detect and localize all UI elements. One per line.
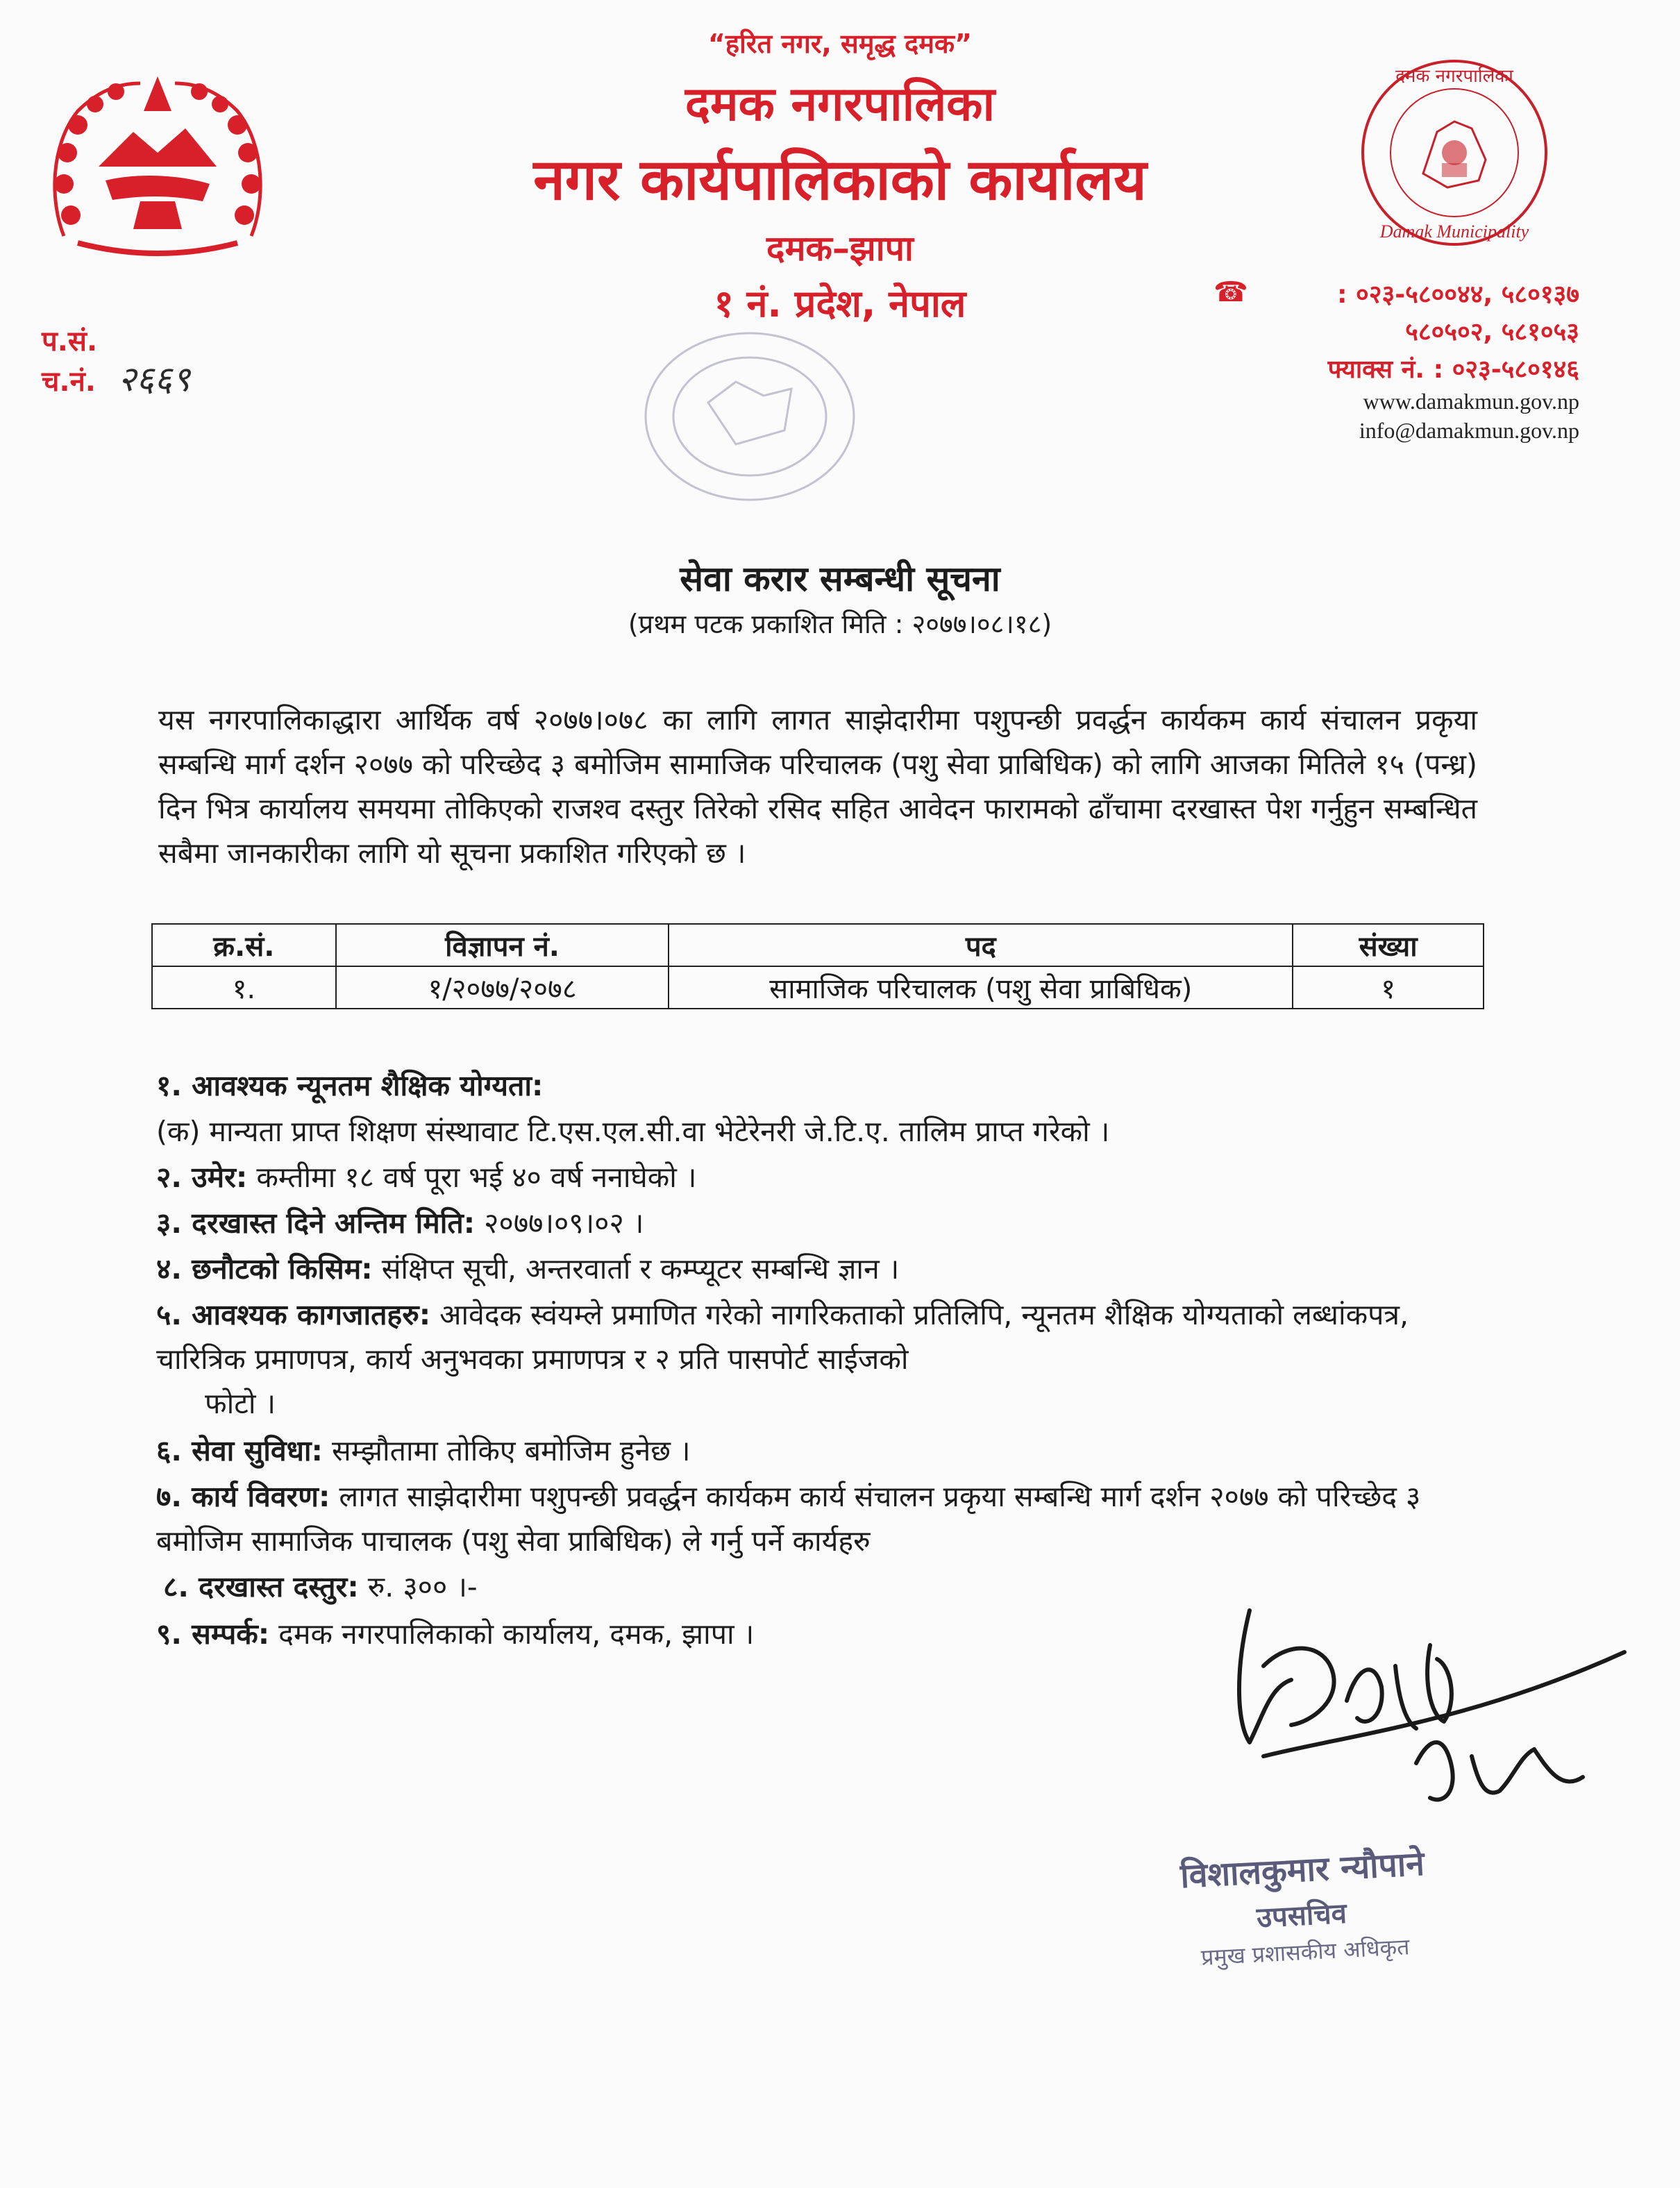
cell-count: १ [1293,966,1484,1009]
phone-icon: ☎ [1213,276,1248,308]
phone-line-1: : ०२३-५८००४४, ५८०१३७ [1337,280,1579,309]
req-fee: ८. दरखास्त दस्तुर: रु. ३०० ।- [163,1570,478,1604]
seal-bottom-text: Damak Municipality [1379,221,1529,242]
header-post: पद [669,924,1293,966]
table-header-row [152,924,1484,966]
req-education-detail: (क) मान्यता प्राप्त शिक्षण संस्थावाट टि.एस.एल.सी.वा भेटेरेनरी जे.टि.ए. तालिम प्राप्त गरेको । [156,1115,1110,1148]
header-count: संख्या [1293,924,1484,966]
req-education: १. आवश्यक न्यूनतम शैक्षिक योग्यता: [156,1069,544,1102]
cell-serial: १. [152,966,336,1009]
notice-title: सेवा करार सम्बन्धी सूचना [680,559,1000,599]
req-facilities: ६. सेवा सुविधा: सम्झौतामा तोकिए बमोजिम हुनेछ । [156,1434,691,1467]
notice-subtitle: (प्रथम पटक प्रकाशित मिति : २०७७।०८।१८) [628,609,1052,639]
cell-post: सामाजिक परिचालक (पशु सेवा प्राबिधिक) [669,966,1293,1009]
website-link[interactable]: www.damakmun.gov.np [1363,389,1579,414]
table-row [152,966,1484,1009]
posts-table [151,923,1484,1009]
municipality-seal-icon [1357,56,1552,250]
seal-top-text: दमक नगरपालिका [1395,66,1513,87]
req-contact: ९. सम्पर्क: दमक नगरपालिकाको कार्यालय, दमक, झापा । [156,1617,755,1651]
signatory-designation: उपसचिव [1256,1897,1347,1935]
signature-icon [1208,1583,1638,1833]
notice-paragraph: यस नगरपालिकाद्धारा आर्थिक वर्ष २०७७।०७८ का लागि लागत साझेदारीमा पशुपन्छी प्रवर्द्धन कार्यकम कार्य संचालन प्रकृया सम्बन्धि मार्ग दर्शन २०७७ को परिच्छेद ३ बमोजिम सामाजिक परिचालक (पशु सेवा प्राबिधिक) को लागि आजका मितिले १५ (पन्ध्र) दिन भित्र कार्यालय समयमा तोकिएको राजश्व दस्तुर तिरेको रसिद सहित आवेदन फारामको ढाँचामा दरखास्त पेश गर्नुहुन सम्बन्धित सबैमा जानकारीका लागि यो सूचना प्रकाशित गरिएको छ । [158,703,1477,870]
slogan: “हरित नगर, समृद्ध दमक” [707,28,973,59]
req-selection: ४. छनौटको किसिम: संक्षिप्त सूची, अन्तरवार्ता र कम्प्यूटर सम्बन्धि ज्ञान । [156,1252,900,1286]
phone-line-2: ५८०५०२, ५८१०५३ [1405,318,1579,346]
chalani-number: २६६९ [118,359,190,399]
office-stamp-icon [597,312,902,541]
fax-number: फ्याक्स नं. : ०२३-५८०१४६ [1327,355,1579,384]
cell-ad-number: १/२०७७/२०७८ [336,966,669,1009]
office-name: नगर कार्यपालिकाको कार्यालय [533,147,1147,213]
signatory-name: विशालकुमार न्यौपाने [1179,1844,1426,1896]
chalani-label: च.नं. [42,366,96,398]
province: १ नं. प्रदेश, नेपाल [714,282,966,326]
nepal-emblem-icon [36,62,279,271]
email-link[interactable]: info@damakmun.gov.np [1359,418,1579,443]
req-documents: ५. आवश्यक कागजातहरु: आवेदक स्वंयम्ले प्रमाणित गरेको नागरिकताको प्रतिलिपि, न्यूनतम शैक्षिक योग्यताको लब्धांकपत्र, चारित्रिक प्रमाणपत्र, कार्य अनुभवका प्रमाणपत्र र २ प्रति पासपोर्ट साईजको फोटो । [156,1298,1409,1420]
header-ad-number: विज्ञापन नं. [336,924,669,966]
patra-label: प.सं. [42,326,98,357]
location: दमक–झापा [766,228,914,269]
header-serial: क्र.सं. [152,924,336,966]
req-deadline: ३. दरखास्त दिने अन्तिम मिति: २०७७।०९।०२ । [156,1206,644,1240]
signatory-extra: प्रमुख प्रशासकीय अधिकृत [1200,1933,1411,1971]
municipality-name: दमक नगरपालिका [684,77,996,132]
req-job-description: ७. कार्य विवरण: लागत साझेदारीमा पशुपन्छी प्रवर्द्धन कार्यकम कार्य संचालन प्रकृया सम्बन्धि मार्ग दर्शन २०७७ को परिच्छेद ३ बमोजिम सामाजिक पाचालक (पशु सेवा प्राबिधिक) ले गर्नु पर्ने कार्यहरु [156,1480,1421,1558]
req-age: २. उमेर: कम्तीमा १८ वर्ष पूरा भई ४० वर्ष ननाघेको । [156,1161,697,1194]
